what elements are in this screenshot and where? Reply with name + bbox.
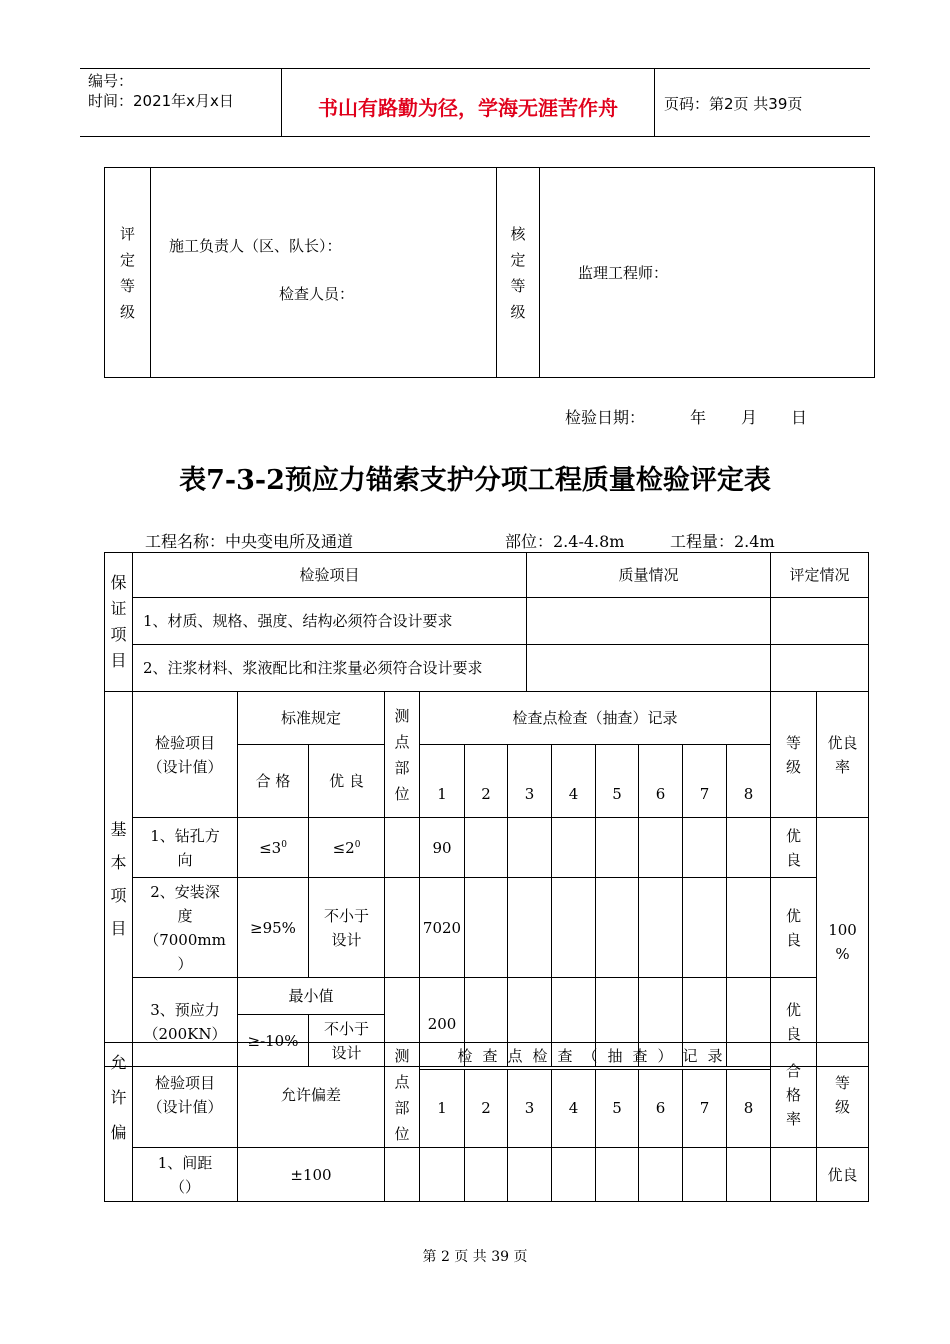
inspector-label: 检查人员： bbox=[279, 285, 355, 303]
quality-cell bbox=[527, 598, 771, 645]
record-value: 90 bbox=[420, 818, 465, 878]
allowed-deviation-value: ±100 bbox=[238, 1148, 385, 1202]
project-name: 工程名称：中央变电所及通道 bbox=[145, 532, 354, 551]
record-value bbox=[639, 818, 683, 878]
excellent-criterion: 不小于 设计 bbox=[309, 1015, 385, 1067]
allowed-header-item: 检验项目 （设计值） bbox=[133, 1043, 238, 1148]
excellent-rate-cell: 100 % bbox=[817, 818, 869, 1067]
header-divider bbox=[654, 68, 655, 136]
record-number: 1 bbox=[420, 745, 465, 818]
point-cell bbox=[385, 878, 420, 978]
guarantee-row: 1、材质、规格、强度、结构必须符合设计要求 bbox=[133, 598, 527, 645]
basic-header-excellent: 优 良 bbox=[309, 745, 385, 818]
record-number: 5 bbox=[596, 745, 639, 818]
record-value bbox=[639, 878, 683, 978]
basic-row-item: 1、钻孔方 向 bbox=[133, 818, 238, 878]
number-label: 编号： bbox=[88, 72, 134, 90]
point-cell bbox=[385, 818, 420, 878]
grade-cell: 优 良 bbox=[771, 978, 817, 1067]
excellent-criterion: $\le 2^0$ bbox=[309, 818, 385, 878]
basic-header-standard: 标准规定 bbox=[238, 692, 385, 745]
allowed-header-deviation: 允许偏差 bbox=[238, 1043, 385, 1148]
basic-header-point: 测 点 部 位 bbox=[385, 692, 420, 818]
project-quantity: 工程量：2.4m bbox=[670, 532, 775, 551]
rating-label-cell: 评 定 等 级 bbox=[105, 168, 151, 378]
record-number: 4 bbox=[552, 745, 596, 818]
record-value bbox=[465, 1148, 508, 1202]
record-value bbox=[683, 818, 727, 878]
guarantee-header-rating: 评定情况 bbox=[771, 553, 869, 598]
pass-criterion: $\le 3^0$ bbox=[238, 818, 309, 878]
record-value: 200 bbox=[420, 978, 465, 1067]
record-value bbox=[596, 878, 639, 978]
quality-cell bbox=[527, 645, 771, 692]
page-footer: 第 2 页 共 39 页 bbox=[422, 1249, 528, 1265]
guarantee-header-quality: 质量情况 bbox=[527, 553, 771, 598]
grade-cell: 优 良 bbox=[771, 818, 817, 878]
basic-row-item: 3、预应力 （200KN） bbox=[133, 978, 238, 1067]
signature-cell bbox=[151, 168, 497, 378]
record-value bbox=[552, 818, 596, 878]
record-value bbox=[552, 1148, 596, 1202]
record-number: 3 bbox=[508, 745, 552, 818]
allowed-section-label: 允 许 偏 bbox=[105, 1043, 133, 1202]
record-value bbox=[683, 878, 727, 978]
date-month: 月 bbox=[741, 408, 758, 427]
min-value-label: 最小值 bbox=[238, 978, 385, 1015]
page-title: 表7-3-2预应力锚索支护分项工程质量检验评定表 bbox=[179, 465, 771, 496]
rating-cell bbox=[771, 598, 869, 645]
record-value bbox=[727, 818, 771, 878]
allowed-header-grade: 等 级 bbox=[817, 1043, 869, 1148]
basic-section-label: 基 本 项 目 bbox=[105, 692, 133, 1067]
record-number: 7 bbox=[683, 1069, 727, 1148]
rating-cell bbox=[771, 645, 869, 692]
excellent-criterion: 不小于 设计 bbox=[309, 878, 385, 978]
record-number: 6 bbox=[639, 745, 683, 818]
record-number: 6 bbox=[639, 1069, 683, 1148]
basic-row-item: 2、安装深 度 （7000mm ） bbox=[133, 878, 238, 978]
record-number: 4 bbox=[552, 1069, 596, 1148]
check-label-cell: 核 定 等 级 bbox=[497, 168, 540, 378]
supervisor-label: 监理工程师： bbox=[578, 263, 669, 282]
basic-items-table bbox=[104, 691, 869, 1067]
pass-criterion: ≥95% bbox=[238, 878, 309, 978]
time-label: 时间：2021年x月x日 bbox=[88, 92, 234, 110]
guarantee-section-label: 保 证 项 目 bbox=[105, 553, 133, 692]
pass-rate-cell bbox=[771, 1148, 817, 1202]
record-value bbox=[683, 1148, 727, 1202]
basic-header-pass: 合 格 bbox=[238, 745, 309, 818]
basic-header-grade: 等 级 bbox=[771, 692, 817, 818]
record-value bbox=[639, 1148, 683, 1202]
record-value bbox=[727, 1148, 771, 1202]
inspection-date-label: 检验日期： bbox=[565, 408, 646, 427]
allowed-row-item: 1、间距 （） bbox=[133, 1148, 238, 1202]
record-value bbox=[596, 818, 639, 878]
record-number: 1 bbox=[420, 1069, 465, 1148]
basic-header-record: 检查点检查（抽查）记录 bbox=[420, 692, 771, 745]
grade-cell: 优良 bbox=[817, 1148, 869, 1202]
allowed-header-record: 检查点检查（抽查）记录 bbox=[420, 1043, 771, 1070]
basic-header-rate: 优良 率 bbox=[817, 692, 869, 818]
record-value bbox=[596, 1148, 639, 1202]
guarantee-table bbox=[104, 552, 869, 692]
allowed-deviation-table bbox=[104, 1042, 869, 1202]
record-value bbox=[508, 1148, 552, 1202]
record-number: 8 bbox=[727, 745, 771, 818]
basic-header-item: 检验项目 （设计值） bbox=[133, 692, 238, 818]
motto: 书山有路勤为径，学海无涯苦作舟 bbox=[318, 96, 618, 120]
record-number: 2 bbox=[465, 1069, 508, 1148]
record-value bbox=[508, 818, 552, 878]
guarantee-header-item: 检验项目 bbox=[133, 553, 527, 598]
allowed-header-point: 测 点 部 位 bbox=[385, 1043, 420, 1148]
date-year: 年 bbox=[690, 408, 707, 427]
record-number: 7 bbox=[683, 745, 727, 818]
record-number: 2 bbox=[465, 745, 508, 818]
record-value bbox=[465, 818, 508, 878]
allowed-header-pass-rate: 合 格 率 bbox=[771, 1043, 817, 1148]
header-bottom-rule bbox=[80, 136, 870, 137]
page-indicator: 页码：第2页 共39页 bbox=[664, 95, 803, 113]
record-value bbox=[552, 878, 596, 978]
record-value: 7020 bbox=[420, 878, 465, 978]
header-top-rule bbox=[80, 68, 870, 69]
record-value bbox=[727, 878, 771, 978]
record-value bbox=[465, 878, 508, 978]
record-value bbox=[508, 878, 552, 978]
supervisor-cell bbox=[540, 168, 875, 378]
guarantee-row: 2、注浆材料、浆液配比和注浆量必须符合设计要求 bbox=[133, 645, 527, 692]
record-value bbox=[420, 1148, 465, 1202]
project-location: 部位：2.4-4.8m bbox=[505, 532, 625, 551]
foreman-label: 施工负责人（区、队长）： bbox=[169, 237, 342, 255]
point-cell bbox=[385, 1148, 420, 1202]
date-day: 日 bbox=[791, 408, 808, 427]
signature-table bbox=[104, 167, 875, 378]
record-number: 5 bbox=[596, 1069, 639, 1148]
record-number: 8 bbox=[727, 1069, 771, 1148]
grade-cell: 优 良 bbox=[771, 878, 817, 978]
record-number: 3 bbox=[508, 1069, 552, 1148]
pass-criterion: ≥-10% bbox=[238, 1015, 309, 1067]
